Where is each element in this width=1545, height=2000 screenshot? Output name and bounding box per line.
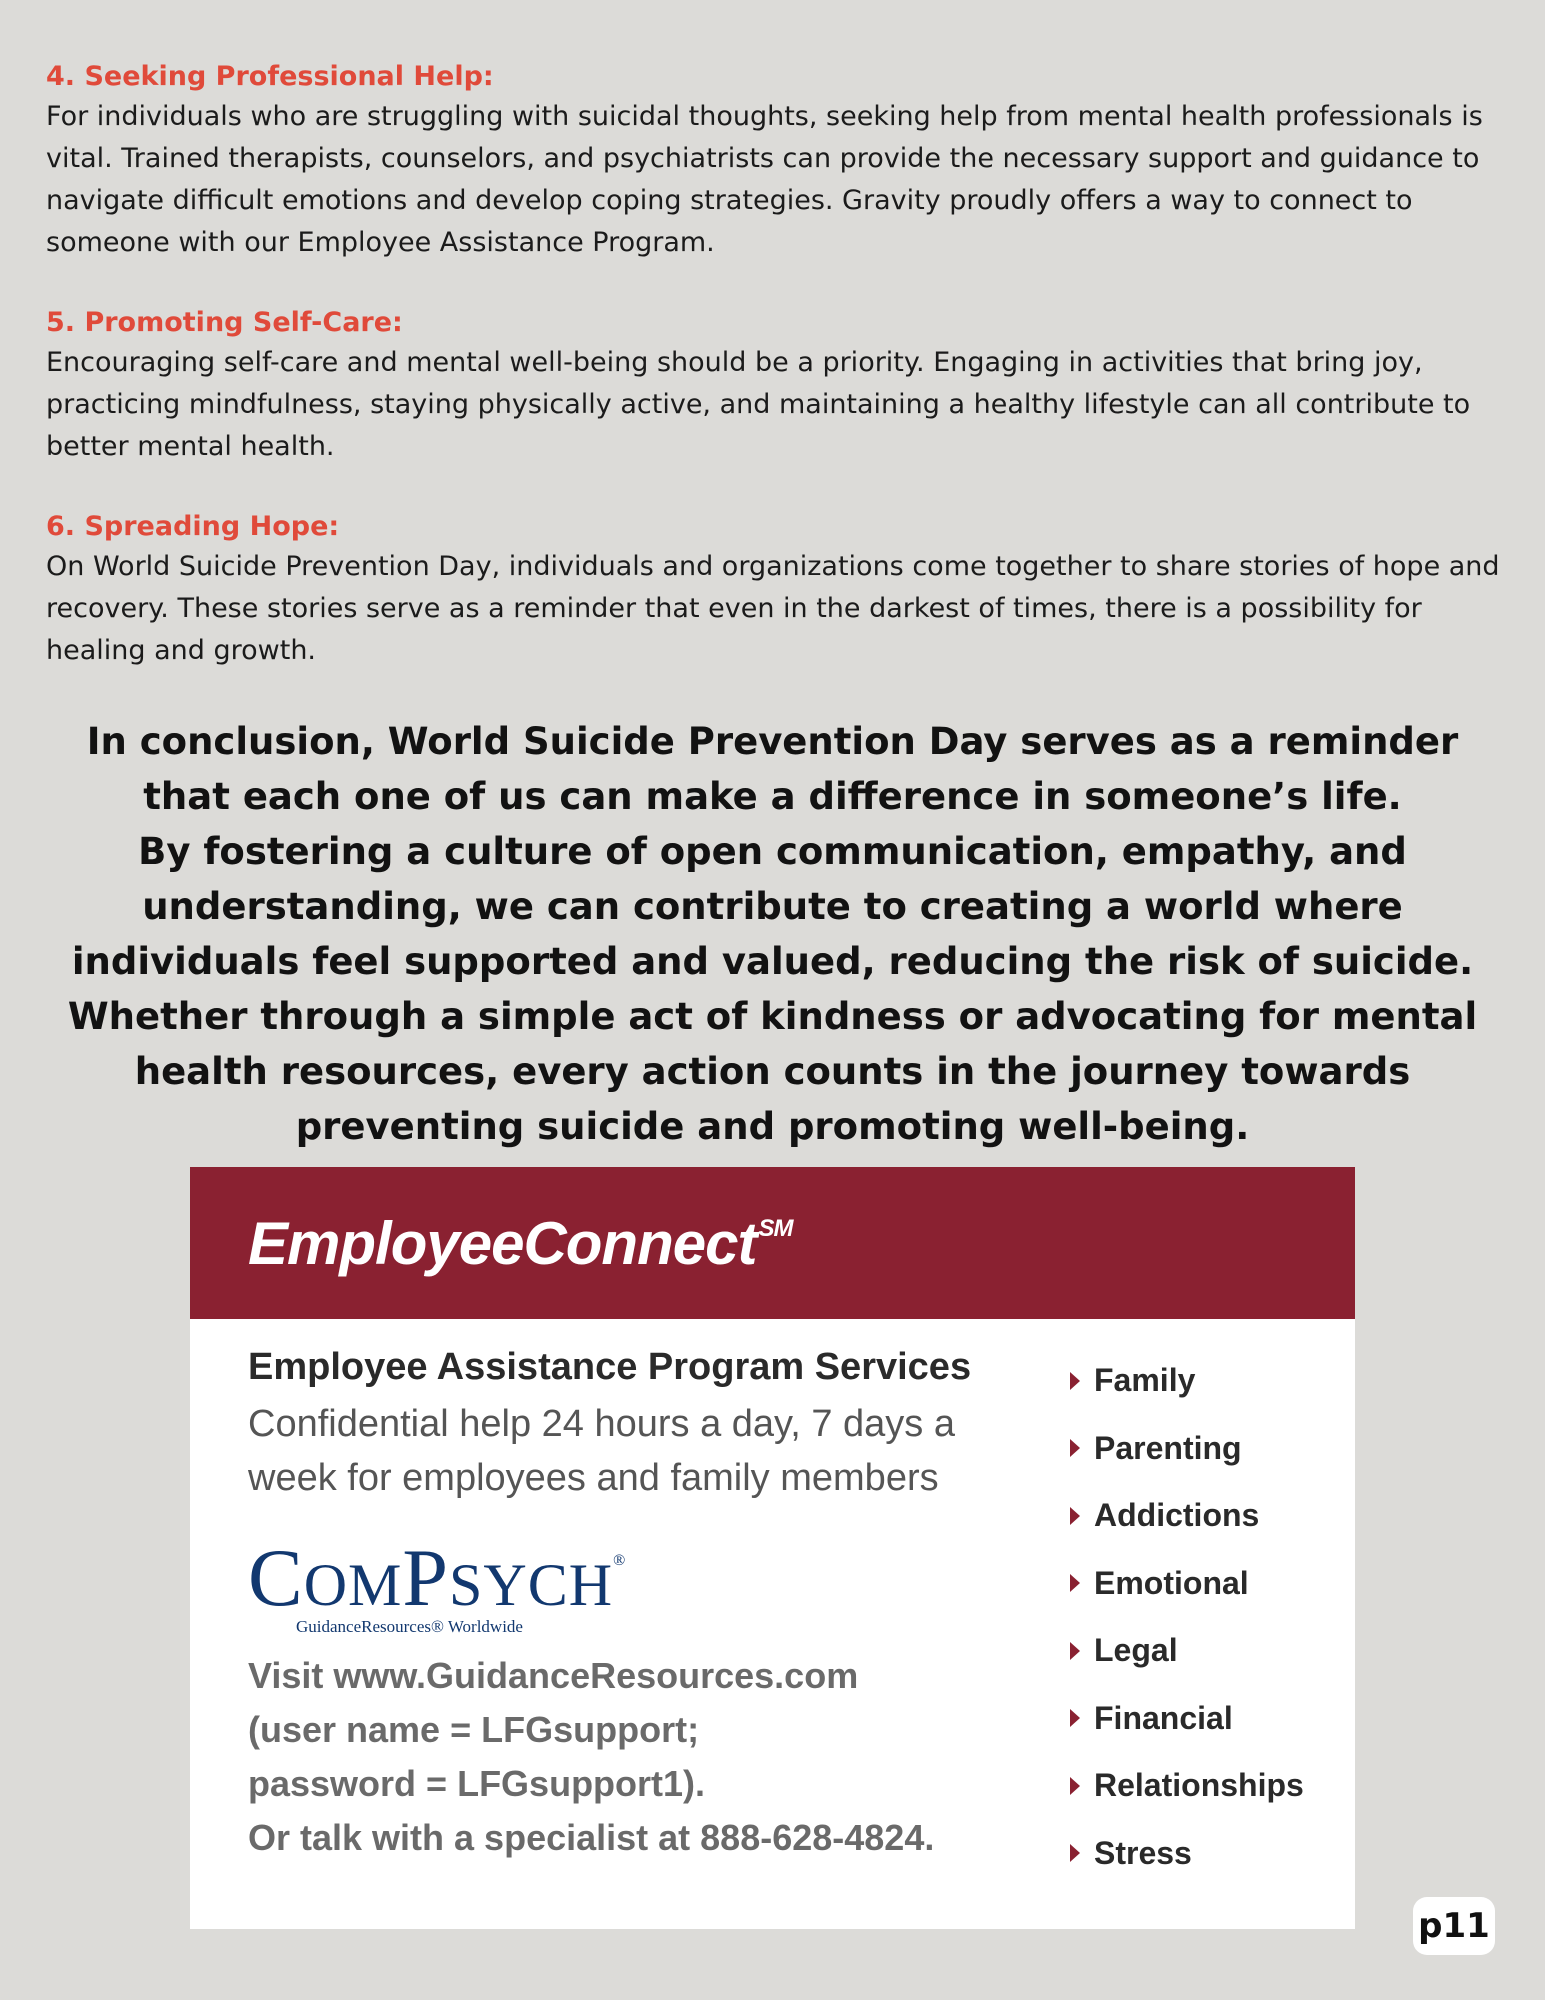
eap-contact-info — [248, 1649, 1018, 1865]
service-label: Family — [1094, 1362, 1196, 1399]
service-label: Financial — [1094, 1699, 1233, 1736]
service-item — [1070, 1752, 1304, 1820]
eap-info — [248, 1337, 1018, 1865]
compsych-logo — [248, 1527, 1018, 1636]
section-title: 6. Spreading Hope: — [46, 511, 340, 542]
eap-description — [248, 1397, 1018, 1505]
service-item — [1070, 1820, 1304, 1888]
conclusion-block — [40, 714, 1505, 1154]
conclusion-paragraph: By fostering a culture of open communication, empathy, and understanding, we can contribute to creating a world where individuals feel supported and valued, reducing the risk of suicide. — [71, 830, 1474, 983]
triangle-bullet-icon — [1070, 1507, 1080, 1525]
service-label: Relationships — [1094, 1767, 1304, 1804]
conclusion-paragraph: Whether through a simple act of kindness or advocating for mental health resources, every action counts in the journey towards preventing suicide and promoting well-being. — [67, 995, 1478, 1148]
eap-description-line: week for employees and family members — [248, 1457, 939, 1499]
contact-line: password = LFGsupport1). — [248, 1763, 706, 1804]
triangle-bullet-icon — [1070, 1574, 1080, 1592]
section-body: Encouraging self-care and mental well-being should be a priority. Engaging in activities that bring joy, practicing mindfulness, staying physically active, and maintaining a healthy lifestyle can all contribute to better mental health. — [46, 347, 1471, 462]
conclusion-paragraph: In conclusion, World Suicide Prevention Day serves as a reminder that each one of us can make a difference in someone’s life. — [86, 720, 1459, 818]
service-label: Addictions — [1094, 1497, 1260, 1534]
brand-mark: SM — [758, 1214, 793, 1242]
service-label: Legal — [1094, 1632, 1178, 1669]
services-list — [1070, 1347, 1304, 1887]
eap-title: Employee Assistance Program Services — [248, 1346, 972, 1388]
section-title: 4. Seeking Professional Help: — [46, 61, 494, 92]
section-professional-help — [46, 58, 1506, 264]
employee-connect-logo — [248, 1209, 792, 1278]
contact-line: (user name = LFGsupport; — [248, 1709, 700, 1750]
eap-description-line: Confidential help 24 hours a day, 7 days a — [248, 1403, 955, 1445]
service-label: Stress — [1094, 1834, 1192, 1871]
triangle-bullet-icon — [1070, 1777, 1080, 1795]
service-item — [1070, 1617, 1304, 1685]
section-title: 5. Promoting Self-Care: — [46, 307, 403, 338]
service-item — [1070, 1482, 1304, 1550]
compsych-logo-tagline: GuidanceResources® Worldwide — [296, 1617, 523, 1636]
triangle-bullet-icon — [1070, 1372, 1080, 1390]
compsych-logo-name: COMPSYCH® — [248, 1532, 627, 1623]
section-self-care — [46, 304, 1506, 468]
service-item — [1070, 1685, 1304, 1753]
service-item — [1070, 1347, 1304, 1415]
service-item — [1070, 1550, 1304, 1618]
brand-name: EmployeeConnect — [248, 1209, 757, 1277]
eap-header — [190, 1167, 1355, 1319]
section-body: On World Suicide Prevention Day, individuals and organizations come together to share stories of hope and recovery. These stories serve as a reminder that even in the darkest of times, there is a possibility for healing and growth. — [46, 551, 1500, 666]
service-item — [1070, 1415, 1304, 1483]
service-label: Emotional — [1094, 1564, 1249, 1601]
section-body: For individuals who are struggling with suicidal thoughts, seeking help from mental health professionals is vital. Trained therapists, counselors, and psychiatrists can provide the necessary support and guidance to navigate difficult emotions and develop coping strategies. Gravity proudly offers a way to connect to someone with our Employee Assistance Program. — [46, 101, 1483, 258]
triangle-bullet-icon — [1070, 1709, 1080, 1727]
article-sections — [46, 58, 1506, 712]
contact-line: Visit www.GuidanceResources.com — [248, 1655, 859, 1696]
eap-card — [190, 1167, 1355, 1929]
section-spreading-hope — [46, 508, 1506, 672]
triangle-bullet-icon — [1070, 1439, 1080, 1457]
triangle-bullet-icon — [1070, 1642, 1080, 1660]
service-label: Parenting — [1094, 1429, 1242, 1466]
contact-line: Or talk with a specialist at 888-628-4824. — [248, 1817, 935, 1858]
triangle-bullet-icon — [1070, 1844, 1080, 1862]
page-number-badge: p11 — [1413, 1897, 1495, 1955]
